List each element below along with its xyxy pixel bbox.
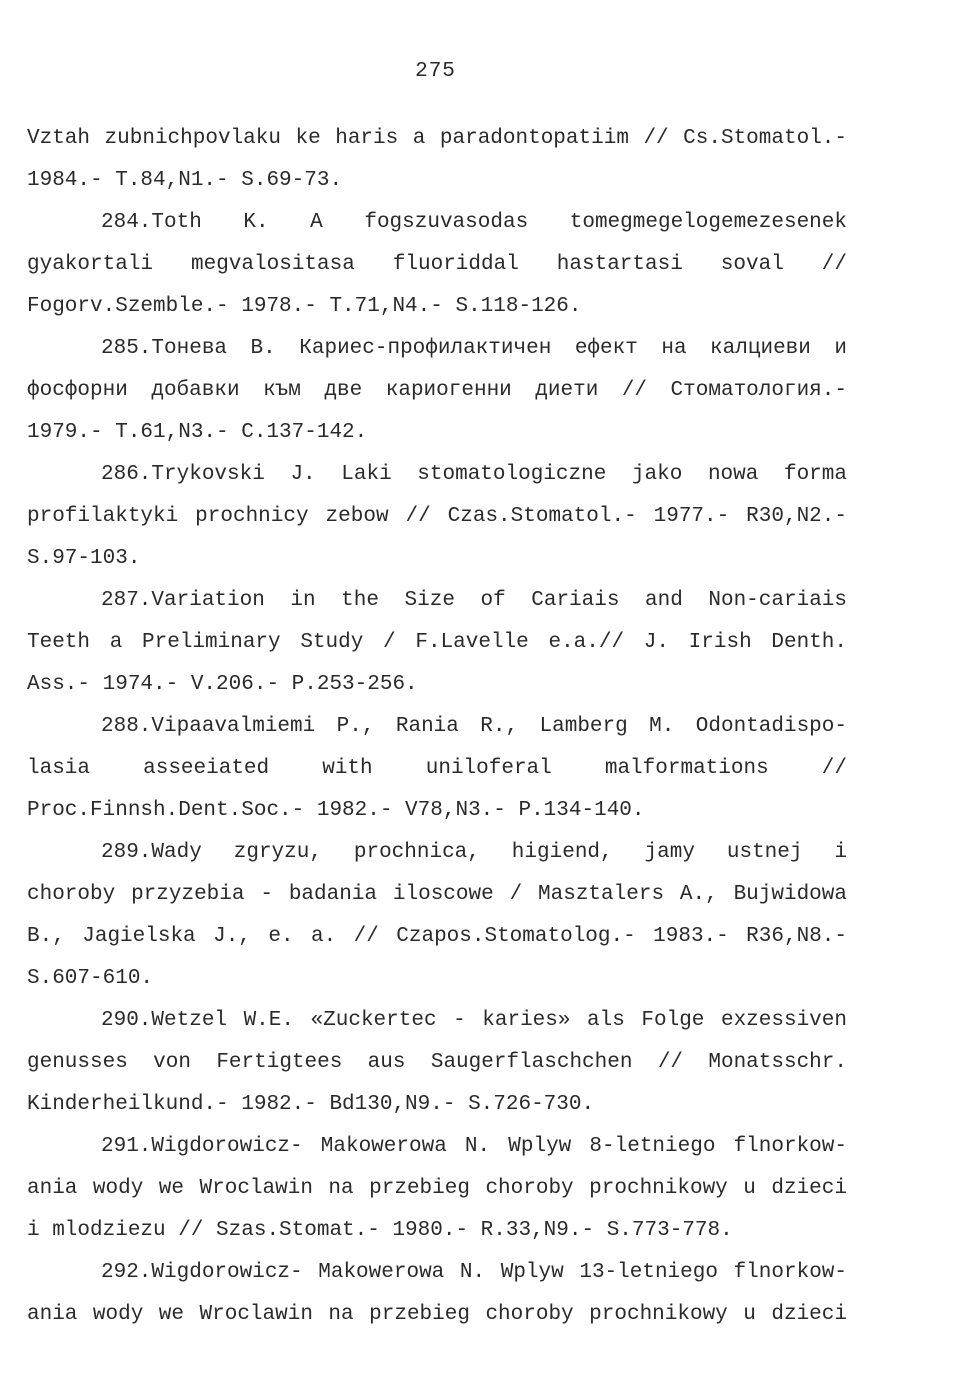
reference-entry-284: 284.Toth K. A fogszuvasodas tomegmegelogemezesenek (101, 211, 847, 234)
text-line: gyakortali megvalositasa fluoriddal hastartasi soval // (27, 253, 847, 276)
text-line: B., Jagielska J., e. a. // Czapos.Stomatolog.- 1983.- R36,N8.- (27, 925, 847, 948)
text-line: Vztah zubnichpovlaku ke haris a paradontopatiim // Cs.Stomatol.- (27, 127, 847, 150)
text-line: choroby przyzebia - badania iloscowe / Masztalers A., Bujwidowa (27, 883, 847, 906)
text-line: lasia asseeiated with uniloferal malformations // (27, 757, 847, 780)
reference-entry-292: 292.Wigdorowicz- Makowerowa N. Wplyw 13-letniego flnorkow- (101, 1261, 847, 1284)
text-line: Fogorv.Szemble.- 1978.- T.71,N4.- S.118-126. (27, 295, 582, 318)
text-line: S.607-610. (27, 967, 154, 990)
text-line: ania wody we Wroclawin na przebieg choroby prochnikowy u dzieci (27, 1303, 847, 1326)
reference-entry-286: 286.Trykovski J. Laki stomatologiczne jako nowa forma (101, 463, 847, 486)
reference-entry-289: 289.Wady zgryzu, prochnica, higiend, jamy ustnej i (101, 841, 847, 864)
text-line: 1984.- T.84,N1.- S.69-73. (27, 169, 343, 192)
text-line: фосфорни добавки към две кариогенни диети // Стоматология.- (27, 379, 847, 402)
reference-entry-291: 291.Wigdorowicz- Makowerowa N. Wplyw 8-letniego flnorkow- (101, 1135, 847, 1158)
text-line: Teeth a Preliminary Study / F.Lavelle e.a.// J. Irish Denth. (27, 631, 847, 654)
text-line: Ass.- 1974.- V.206.- P.253-256. (27, 673, 418, 696)
text-line: ania wody we Wroclawin na przebieg choroby prochnikowy u dzieci (27, 1177, 847, 1200)
page-number: 275 (415, 60, 456, 83)
reference-entry-290: 290.Wetzel W.E. «Zuckertec - karies» als Folge exzessiven (101, 1009, 847, 1032)
reference-entry-285: 285.Тонева В. Кариес-профилактичен ефект на калциеви и (101, 337, 847, 360)
reference-list (27, 118, 847, 1336)
text-line: Kinderheilkund.- 1982.- Bd130,N9.- S.726-730. (27, 1093, 595, 1116)
reference-entry-287: 287.Variation in the Size of Cariais and Non-cariais (101, 589, 847, 612)
text-line: profilaktyki prochnicy zebow // Czas.Stomatol.- 1977.- R30,N2.- (27, 505, 847, 528)
text-line: genusses von Fertigtees aus Saugerflaschchen // Monatsschr. (27, 1051, 847, 1074)
text-line: S.97-103. (27, 547, 141, 570)
reference-entry-288: 288.Vipaavalmiemi P., Rania R., Lamberg M. Odontadispo- (101, 715, 847, 738)
text-line: Proc.Finnsh.Dent.Soc.- 1982.- V78,N3.- P.134-140. (27, 799, 645, 822)
text-line: i mlodziezu // Szas.Stomat.- 1980.- R.33,N9.- S.773-778. (27, 1219, 733, 1242)
text-line: 1979.- T.61,N3.- C.137-142. (27, 421, 368, 444)
